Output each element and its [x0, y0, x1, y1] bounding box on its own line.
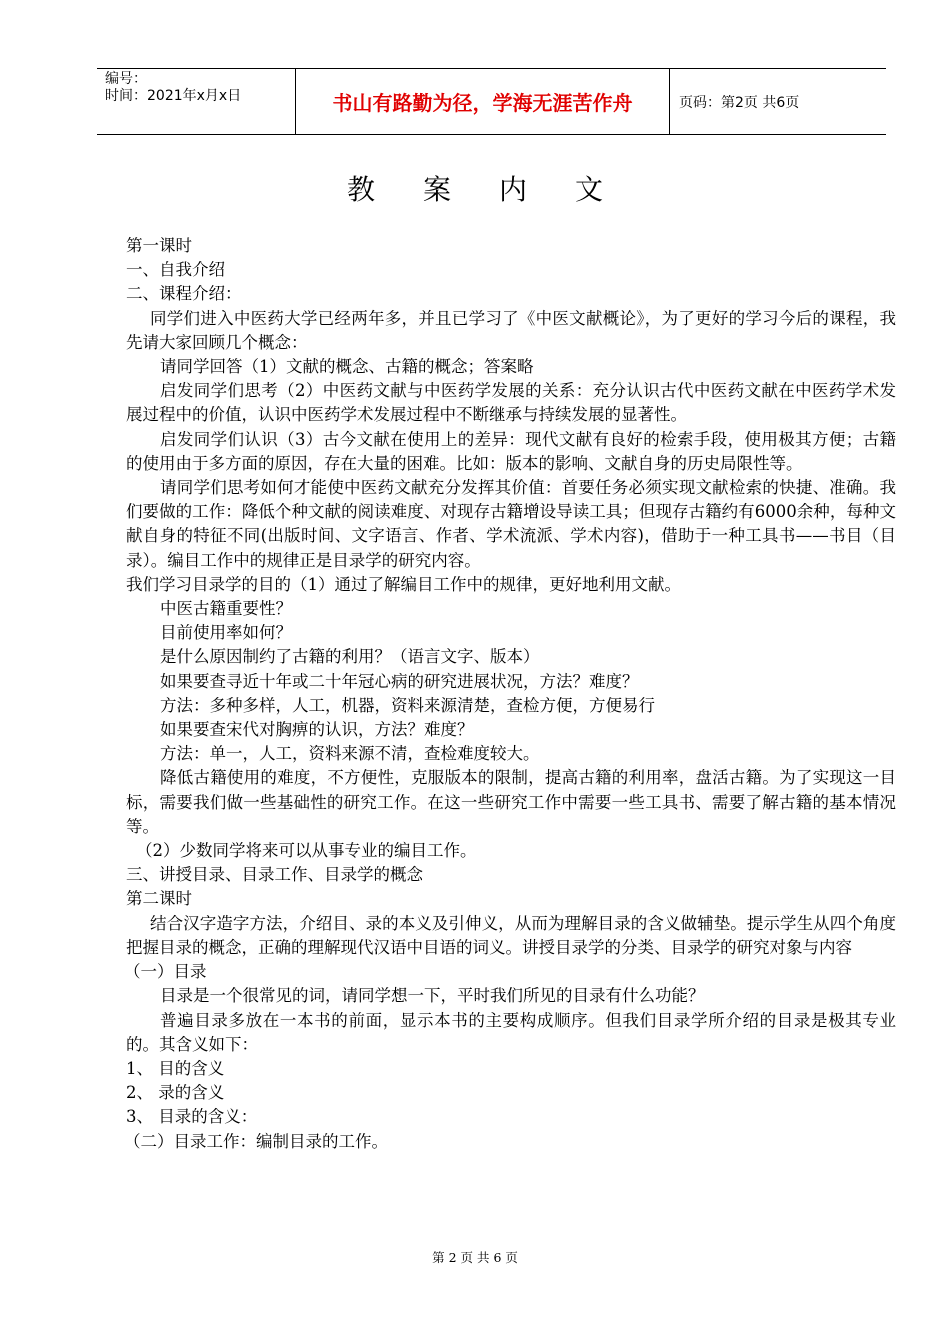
header-meta — [97, 69, 296, 134]
paragraph: 如果要查寻近十年或二十年冠心病的研究进展状况，方法？难度？ — [160, 671, 639, 691]
paragraph: 如果要查宋代对胸痹的认识，方法？难度？ — [160, 720, 474, 740]
list-item: 2、 录的含义 — [126, 1083, 225, 1103]
paragraph: （一）目录 — [124, 962, 207, 982]
paragraph: 目前使用率如何？ — [160, 623, 292, 643]
paragraph: 同学们进入中医药大学已经两年多，并且已学习了《中医文献概论》，为了更好的学习今后的课程，我先请大家回顾几个概念： — [126, 308, 896, 352]
paragraph: 结合汉字造字方法，介绍目、录的本义及引伸义，从而为理解目录的含义做辅垫。提示学生从四个角度把握目录的概念，正确的理解现代汉语中目语的词义。讲授目录学的分类、目录学的研究对象与内容 — [126, 913, 896, 957]
number-label: 编号： — [105, 71, 147, 87]
paragraph: 启发同学们认识（3）古今文献在使用上的差异：现代文献有良好的检索手段，使用极其方便；古籍的使用由于多方面的原因，存在大量的困难。比如：版本的影响、文献自身的历史局限性等。 — [126, 429, 896, 473]
paragraph: 是什么原因制约了古籍的利用？（语言文字、版本） — [160, 647, 540, 667]
list-item: 1、 目的含义 — [126, 1058, 225, 1078]
paragraph: （2）少数同学将来可以从事专业的编目工作。 — [136, 841, 477, 861]
list-item: 3、 目录的含义： — [126, 1107, 258, 1127]
paragraph: 第一课时 — [126, 236, 192, 255]
paragraph: 我们学习目录学的目的（1）通过了解编目工作中的规律，更好地利用文献。 — [126, 574, 681, 594]
paragraph: 一、自我介绍 — [126, 260, 225, 280]
header-page-info: 页码：第2页 共6页 — [679, 94, 800, 111]
paragraph: 中医古籍重要性？ — [160, 599, 292, 619]
paragraph: 方法：多种多样，人工，机器，资料来源清楚，查检方便，方便易行 — [160, 695, 655, 715]
paragraph: 启发同学们思考（2）中医药文献与中医药学发展的关系：充分认识古代中医药文献在中医药学术发展过程中的价值，认识中医药学术发展过程中不断继承与持续发展的显著性。 — [126, 381, 896, 425]
paragraph: 请同学们思考如何才能使中医药文献充分发挥其价值：首要任务必须实现文献检索的快捷、准确。我们要做的工作：降低个种文献的阅读难度、对现存古籍增设导读工具；但现存古籍约有6000余种，每种文献自身的特征不同(出版时间、文字语言、作者、学术流派、学术内容)，借助于一种工具书——书目（目录）。编目工作中的规律正是目录学的研究内容。 — [126, 478, 896, 570]
paragraph: 第二课时 — [126, 889, 192, 909]
page-header — [97, 68, 886, 135]
paragraph: 普遍目录多放在一本书的前面，显示本书的主要构成顺序。但我们目录学所介绍的目录是极其专业的。其含义如下： — [126, 1010, 896, 1054]
paragraph: 方法：单一，人工，资料来源不清，查检难度较大。 — [160, 744, 540, 764]
page-footer: 第 2 页 共 6 页 — [432, 1250, 518, 1265]
paragraph: 目录是一个很常见的词，请同学想一下，平时我们所见的目录有什么功能？ — [160, 986, 705, 1006]
document-body — [126, 234, 896, 1154]
header-motto: 书山有路勤为径，学海无涯苦作舟 — [296, 69, 670, 134]
paragraph: 降低古籍使用的难度，不方便性，克服版本的限制，提高古籍的利用率，盘活古籍。为了实现这一目标，需要我们做一些基础性的研究工作。在这一些研究工作中需要一些工具书、需要了解古籍的基本情况等。 — [126, 768, 896, 836]
paragraph: （二）目录工作：编制目录的工作。 — [124, 1131, 388, 1151]
paragraph: 请同学回答（1）文献的概念、古籍的概念；答案略 — [160, 357, 534, 377]
paragraph: 三、讲授目录、目录工作、目录学的概念 — [126, 865, 423, 885]
document-title: 教案内文 — [346, 173, 651, 206]
paragraph: 二、课程介绍： — [126, 284, 242, 304]
time-label: 时间：2021年x月x日 — [105, 88, 242, 104]
